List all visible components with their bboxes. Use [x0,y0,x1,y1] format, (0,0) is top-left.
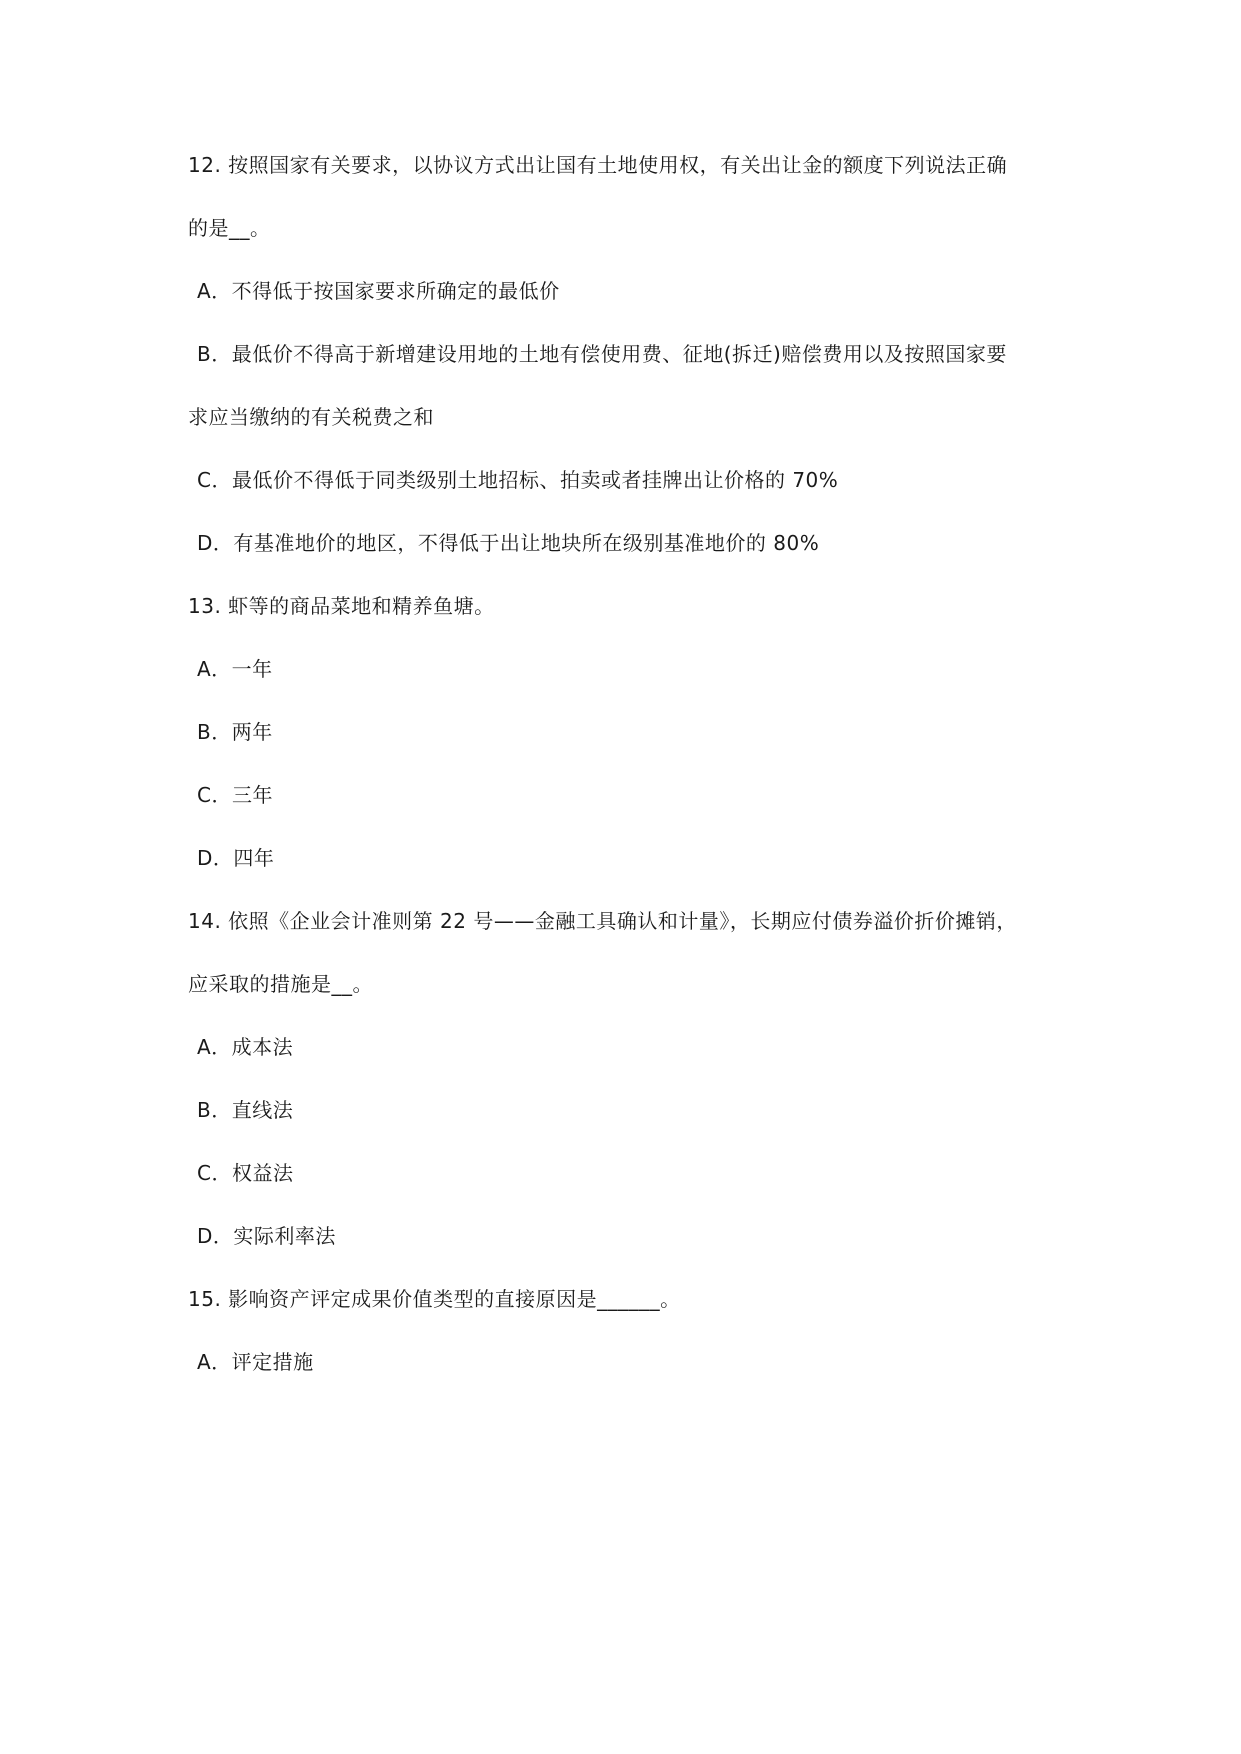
question-14-option-b: B．直线法 [197,1098,294,1122]
question-13-stem: 13. 虾等的商品菜地和精养鱼塘。 [188,594,495,618]
question-15-option-a: A．评定措施 [197,1350,314,1374]
question-14-stem-line-1: 14. 依照《企业会计准则第 22 号——金融工具确认和计量》，长期应付债券溢价折价摊销， [188,909,1017,933]
question-13-option-c: C．三年 [197,783,273,807]
question-14-option-d: D．实际利率法 [197,1224,336,1248]
question-12-option-a: A．不得低于按国家要求所确定的最低价 [197,279,560,303]
question-12-option-d: D．有基准地价的地区，不得低于出让地块所在级别基准地价的 80% [197,531,820,555]
question-14-stem-line-2: 应采取的措施是__。 [188,972,373,996]
question-13-option-a: A．一年 [197,657,273,681]
question-14-option-c: C．权益法 [197,1161,294,1185]
question-13-option-b: B．两年 [197,720,273,744]
question-14-option-a: A．成本法 [197,1035,294,1059]
question-12-option-b-line-1: B．最低价不得高于新增建设用地的土地有偿使用费、征地(拆迁)赔偿费用以及按照国家要 [197,342,1007,366]
question-15-stem: 15. 影响资产评定成果价值类型的直接原因是______。 [188,1287,681,1311]
question-12-stem-line-2: 的是__。 [188,216,271,240]
question-13-option-d: D．四年 [197,846,275,870]
question-12-stem-line-1: 12. 按照国家有关要求，以协议方式出让国有土地使用权，有关出让金的额度下列说法正确 [188,153,1008,177]
question-12-option-c: C．最低价不得低于同类级别土地招标、拍卖或者挂牌出让价格的 70% [197,468,839,492]
question-12-option-b-line-2: 求应当缴纳的有关税费之和 [188,405,434,429]
